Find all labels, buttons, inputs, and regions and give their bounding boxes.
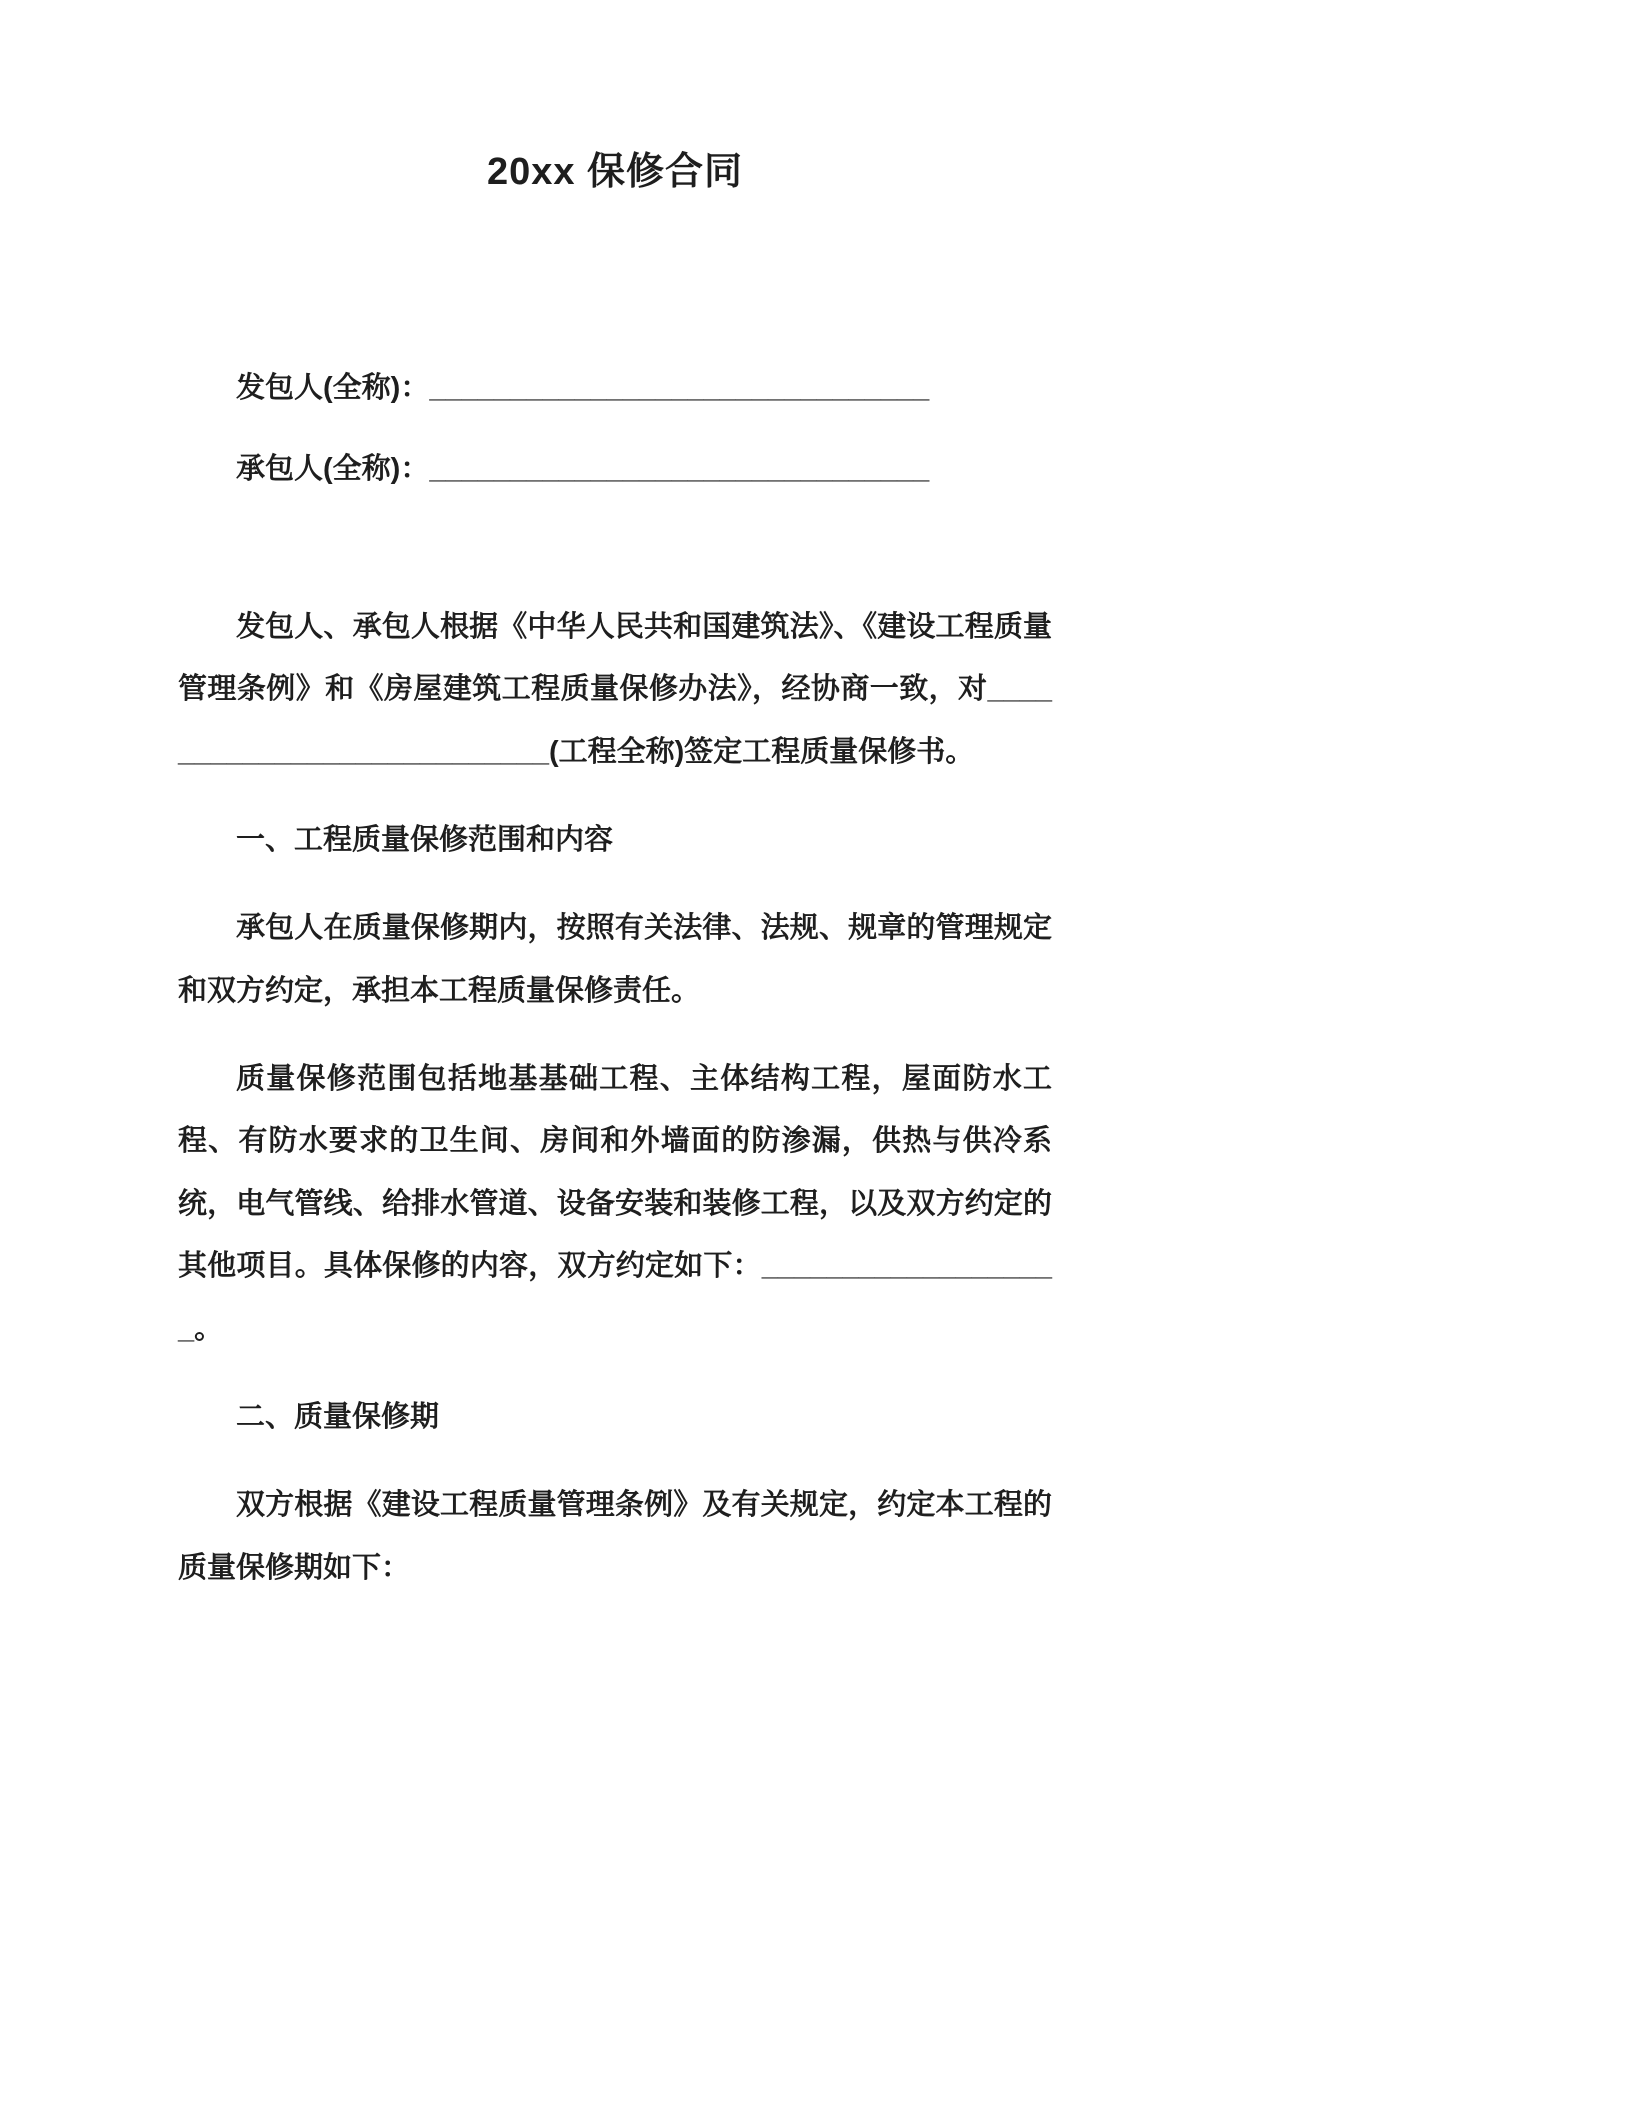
party-block	[178, 357, 1052, 500]
section2-paragraph-1: 双方根据《建设工程质量管理条例》及有关规定，约定本工程的质量保修期如下：	[178, 1489, 1052, 1584]
intro-paragraph: 发包人、承包人根据《中华人民共和国建筑法》、《建设工程质量管理条例》和《房屋建筑工程质量保修办法》，经协商一致，对___________________________(工程全称)签定工程质量保修书。	[178, 611, 1052, 768]
party-a-label: 发包人(全称)：	[236, 372, 430, 405]
document-title: 20xx 保修合同	[486, 151, 744, 193]
party-b-label: 承包人(全称)：	[236, 452, 430, 485]
party-a-line	[236, 357, 1052, 419]
section1-paragraph-1: 承包人在质量保修期内，按照有关法律、法规、规章的管理规定和双方约定，承担本工程质量保修责任。	[178, 912, 1052, 1007]
section1-paragraph-2: 质量保修范围包括地基基础工程、主体结构工程，屋面防水工程、有防水要求的卫生间、房间和外墙面的防渗漏，供热与供冷系统，电气管线、给排水管道、设备安装和装修工程，以及双方约定的其他项目。具体保修的内容，双方约定如下：___________________。	[178, 1063, 1052, 1345]
section2-heading: 二、质量保修期	[236, 1400, 440, 1433]
party-b-blank-field: _______________________________	[429, 452, 930, 485]
section1-heading: 一、工程质量保修范围和内容	[236, 824, 614, 857]
document-body	[178, 596, 1052, 1599]
party-b-line	[236, 438, 1052, 500]
party-a-blank-field: _______________________________	[429, 372, 930, 405]
